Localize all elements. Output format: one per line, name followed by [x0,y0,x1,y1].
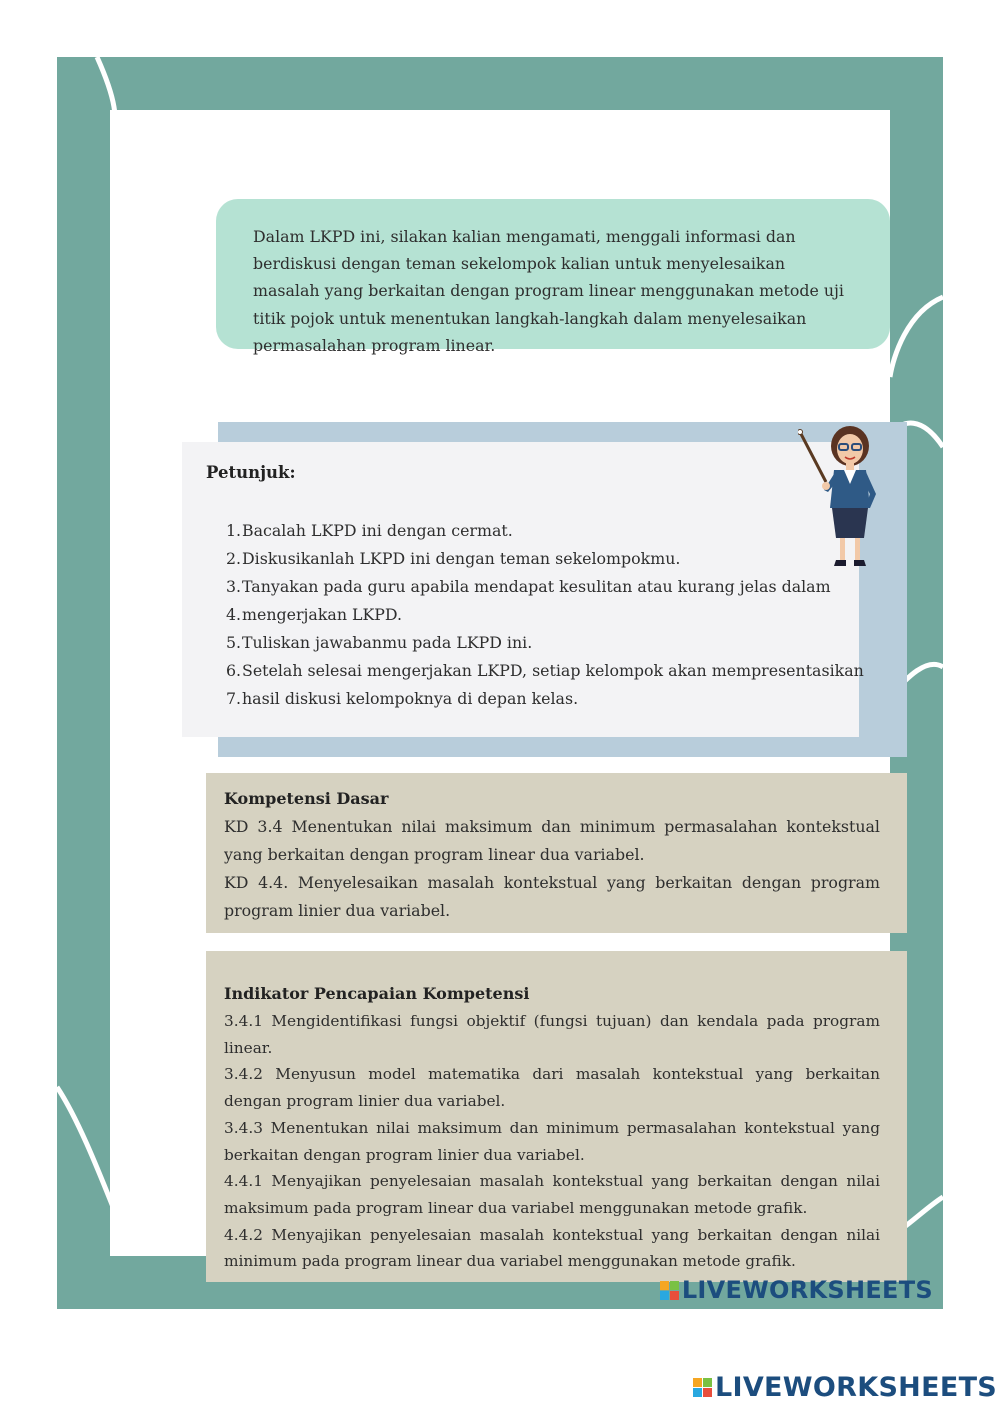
basic-competency-item: KD 4.4. Menyelesaikan masalah kontekstual yang berkaitan dengan program program linier dua variabel. [224,873,880,920]
logo-square [693,1388,702,1397]
competency-indicator-item: 3.4.1 Mengidentifikasi fungsi objektif (fungsi tujuan) dan kendala pada program linear. [224,1012,880,1057]
competency-indicators-box [206,951,907,1282]
instruction-item: 3.Tanyakan pada guru apabila mendapat kesulitan atau kurang jelas dalam [226,577,831,596]
competency-indicator-item: 4.4.1 Menyajikan penyelesaian masalah kontekstual yang berkaitan dengan nilai maksimum pada program linear dua variabel menggunakan metode grafik. [224,1172,880,1217]
liveworksheets-footer-logo[interactable] [693,1372,997,1403]
logo-square [660,1281,669,1290]
logo-square [670,1291,679,1300]
instruction-item: 5.Tuliskan jawabanmu pada LKPD ini. [226,633,533,652]
teacher-with-pointer-icon [798,420,884,572]
competency-indicator-item: 3.4.2 Menyusun model matematika dari masalah kontekstual yang berkaitan dengan program linier dua variabel. [224,1065,880,1111]
brand-text: LIVEWORKSHEETS [715,1372,998,1403]
logo-square [660,1291,669,1300]
brand-text: LIVEWORKSHEETS [681,1276,933,1304]
intro-text: Dalam LKPD ini, silakan kalian mengamati, menggali informasi dan berdiskusi dengan teman sekelompok kalian untuk menyelesaikan masalah yang berkaitan dengan program linear menggunakan metode uji titik pojok untuk menentukan langkah-langkah dalam menyelesaikan permasalahan program linear. [253,227,844,355]
competency-indicator-item: 3.4.3 Menentukan nilai maksimum dan minimum permasalahan kontekstual yang berkaitan dengan program linier dua variabel. [224,1118,880,1164]
instruction-item: 2.Diskusikanlah LKPD ini dengan teman sekelompokmu. [226,549,681,568]
liveworksheets-logo-icon [660,1281,679,1300]
instruction-item: 7.hasil diskusi kelompoknya di depan kelas. [226,689,579,708]
instruction-title: Petunjuk: [206,463,296,482]
basic-competency-item: KD 3.4 Menentukan nilai maksimum dan minimum permasalahan kontekstual yang berkaitan dengan program linear dua variabel. [224,817,880,864]
worksheet-frame [57,57,943,1309]
logo-square [693,1378,702,1387]
logo-square [670,1281,679,1290]
competency-indicators-title: Indikator Pencapaian Kompetensi [224,984,530,1003]
instruction-item: 4.mengerjakan LKPD. [226,605,403,624]
basic-competency-title: Kompetensi Dasar [224,789,389,808]
instruction-list [226,517,864,713]
liveworksheets-watermark [660,1276,933,1304]
instruction-panel [182,442,864,737]
competency-indicator-item: 4.4.2 Menyajikan penyelesaian masalah kontekstual yang berkaitan dengan nilai minimum pada program linear dua variabel menggunakan metode grafik. [224,1225,880,1271]
logo-square [703,1378,712,1387]
worksheet-sheet [110,110,890,1271]
intro-box [216,199,890,355]
logo-square [703,1388,712,1397]
basic-competency-box [206,773,907,933]
instruction-item: 6.Setelah selesai mengerjakan LKPD, setiap kelompok akan mempresentasikan [226,661,864,680]
liveworksheets-logo-icon [693,1378,712,1397]
instruction-item: 1.Bacalah LKPD ini dengan cermat. [226,521,513,540]
